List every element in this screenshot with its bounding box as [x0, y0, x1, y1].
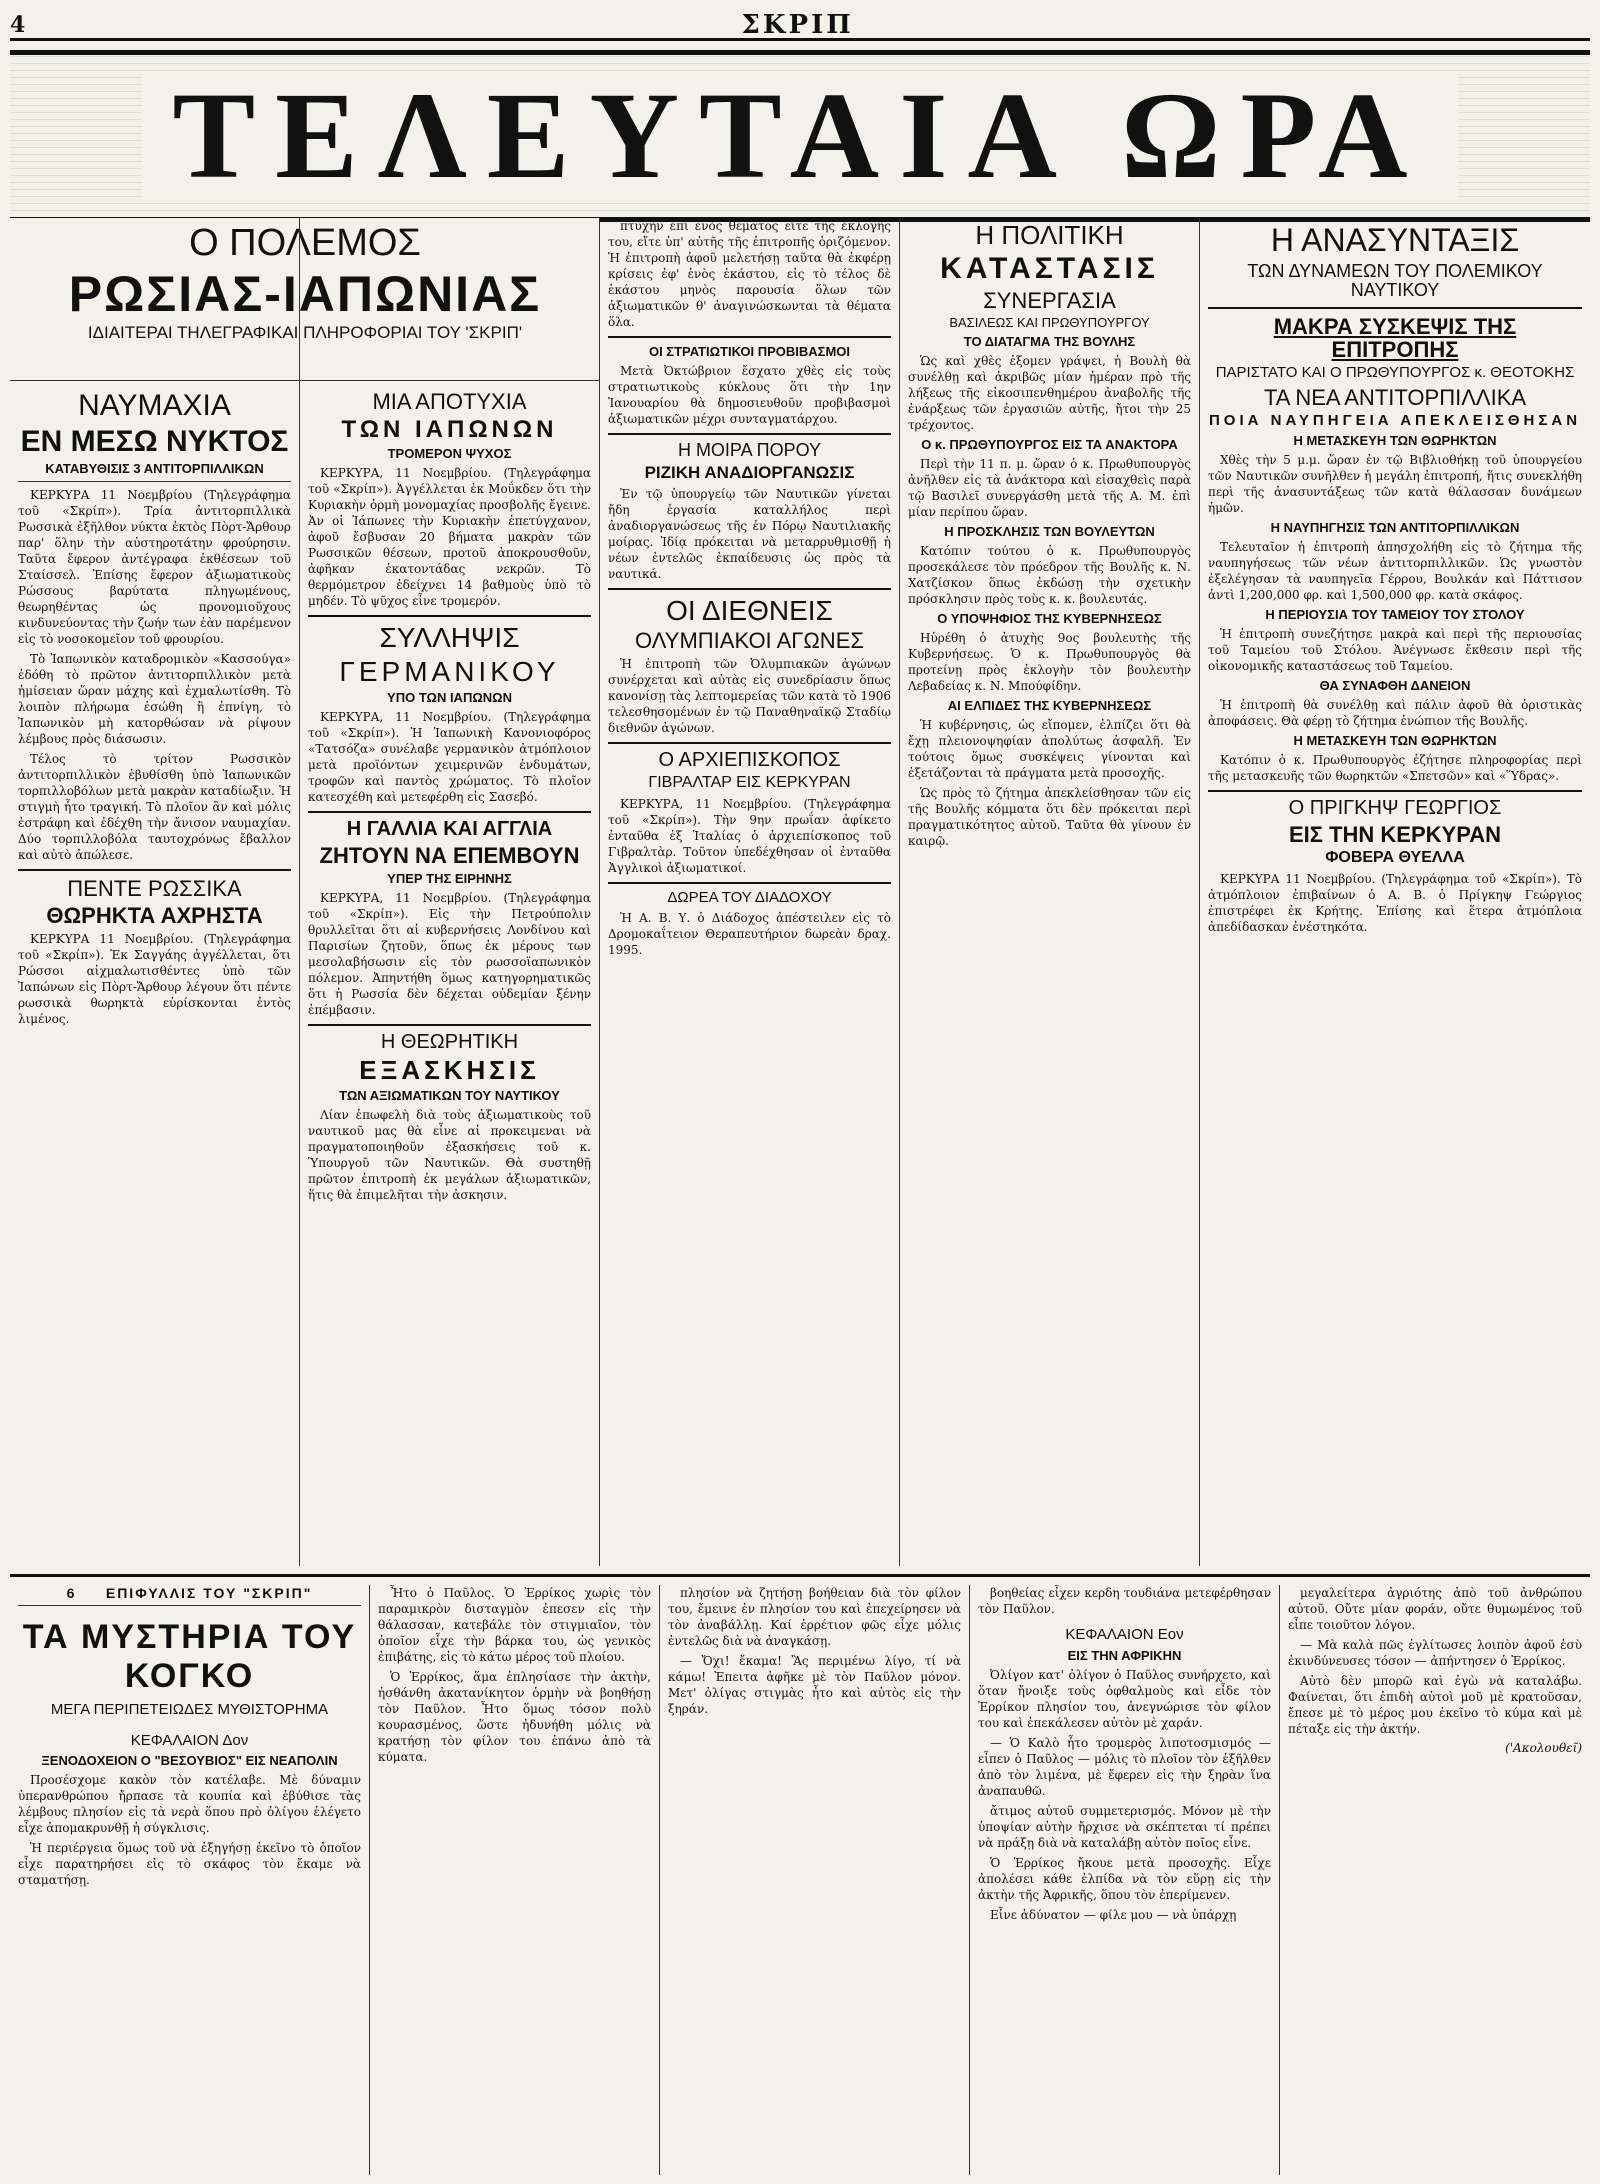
politics-subtitle-4: ΤΟ ΔΙΑΤΑΓΜΑ ΤΗΣ ΒΟΥΛΗΣ — [963, 334, 1136, 350]
theory-title: Η ΘΕΩΡΗΤΙΚΗ — [380, 1031, 519, 1054]
war-tagline: ΙΔΙΑΙΤΕΡΑΙ ΤΗΛΕΓΡΑΦΙΚΑΙ ΠΛΗΡΟΦΟΡΙΑΙ ΤΟΥ 'ΣΚΡΙΠ' — [87, 323, 523, 343]
serial-paragraph-14: — Μὰ καλὰ πῶς ἐγλίτωσες λοιπὸν ἀφοῦ ἐσὺ ἐκινδύνευσες τόσον — ἀπήντησεν ὁ Ἐρρίκος. — [1288, 1638, 1582, 1668]
france-paragraph: ΚΕΡΚΥΡΑ, 11 Νοεμβρίου. (Τηλεγράφημα τοῦ «Σκρίπ»). Εἰς τὴν Πετρούπολιν θρυλλεῖται ὅτι αἱ κυβερνήσεις Λονδίνου καὶ Παρισίων ζητοῦν, ὅπως ἐκ μέρους των μεσολαβήσωσιν εἰς τὸν ρωσσοϊαπωνικὸν πόλεμον. Ἀπηντήθη ὅμως κατηγορηματικῶς ὅτι ἡ Ρωσσία δὲν δέχεται οὐδεμίαν ξένην ἐπέμβασιν. — [308, 891, 591, 1018]
serial-paragraph-1: Προσέσχομε κακὸν τὸν κατέλαβε. Μὲ δύναμιν ὑπερανθρώπου ἤρπασε τὰ κουπία καὶ ἐβύθισε τὰς λέμβους πλησίον εἰς τὰ νερὰ ὅπου πρὸ ὀλίγου ἐλέγετο εἶχε ἀπομακρυνθῇ ἡ σύγκλισις. — [18, 1773, 361, 1835]
france-title: Η ΓΑΛΛΙΑ ΚΑΙ ΑΓΓΛΙΑ — [346, 818, 553, 841]
archbishop-paragraph: ΚΕΡΚΥΡΑ, 11 Νοεμβρίου. (Τηλεγράφημα τοῦ «Σκρίπ»). Τὴν 9ην πρωΐαν ἀφίκετο ἐνταῦθα ἐξ Ἰταλίας ὁ ἀρχιεπίσκοπος τοῦ Γιβραλτὰρ. Τοῦτον ὑπεδέχθησαν οἱ ἐνταῦθα Ἀγγλικοὶ ἀξιωματικοί. — [608, 797, 891, 876]
serial-paragraph-12: Εἶνε ἀδύνατον — φίλε μου — νὰ ὑπάρχῃ — [990, 1907, 1237, 1922]
fleet-fund-title: Η ΠΕΡΙΟΥΣΙΑ ΤΟΥ ΤΑΜΕΙΟΥ ΤΟΥ ΣΤΟΛΟΥ — [1265, 606, 1525, 622]
serial-chapter-2-subtitle: ΕΙΣ ΤΗΝ ΑΦΡΙΚΗΝ — [1067, 1647, 1182, 1663]
naval-paragraph-1: ΚΕΡΚΥΡΑ 11 Νοεμβρίου (Τηλεγράφημα τοῦ «Σκρίπ»). Τρία ἀντιτορπιλλικὰ Ρωσσικὰ ἐξῆλθον νύκτα ἐκτὸς Πὸρτ-Ἄρθουρ παρ' ὅλην τὴν αὐστηροτάτην φρούρησιν. Ταῦτα ἔφερον ἀντέγραφα ἐκθέσεων τοῦ Σταίσσελ. Ἐπίσης ἔφερον ἀξιωματικοὺς Ρώσσους βαρύτατα πληγωμένους, θεωρηθέντας ὡς προνομιοῦχους κινδυνεύοντας τὴν ζωήν των ἐὰν παρέμενον εἰς τὸ νοσοκομεῖον τοῦ φρουρίου. — [18, 488, 291, 646]
serial-paragraph-15: Αὐτὸ δὲν μπορῶ καὶ ἐγὼ νὰ καταλάβω. Φαίνεται, ὅτι ἐπιδὴ αὐτοὶ μοῦ μὲ κρατοῦσαν, ἔπεσε μὲ τὸ μέρος μου ἐκεῖνο τὸ κύμα καὶ μὲ πέταξε εἰς τὴν ἀκτήν. — [1288, 1674, 1582, 1736]
candidate-paragraph: Ηὑρέθη ὁ ἀτυχὴς 9ος βουλευτὴς τῆς Κυβερνήσεως. Ὁ κ. Πρωθυπουργὸς θὰ προτείνῃ πρὸς ἐκλογὴν τὸν βουλευτὴν Λεβαδείας κ. Ν. Μπούφίδην. — [908, 631, 1191, 694]
navy-title: Η ΑΝΑΣΥΝΤΑΞΙΣ — [1270, 222, 1520, 258]
serial-column-4 — [970, 1585, 1280, 2175]
serial-paragraph-7: βοηθείας εἶχεν κερδη τουδιάνα μετεφέρθησαν τὸν Παῦλον. — [978, 1586, 1271, 1616]
naval-paragraph-3: Τέλος τὸ τρίτον Ρωσσικὸν ἀντιτορπιλλικὸν ἐβυθίσθη ὑπὸ Ἰαπωνικῶν τορπιλλοβόλων μετὰ μακρὰν καταδίωξιν. Ἡ στιγμὴ ἦτο τραγική. Τὸ πλοῖον ἂν καὶ μόλις ἐστράφη καὶ ἐδέχθη τὴν ἄνισον ναυμαχίαν. Δύο τορπιλλοβόλα ταυτοχρόνως ἔβαλλον καὶ αὐτὸ ἀπώλεσε. — [18, 752, 291, 862]
serial-paragraph-6: — Ὄχι! ἔκαμα! Ἂς περιμένω λίγο, τί νὰ κάμω! Ἐπειτα ἀφῆκε μὲ τὸν Παῦλον μόνον. Μετ' ὀλίγας στιγμὰς ἦτο καὶ αὐτὸς εἰς τὴν ξηράν. — [668, 1654, 961, 1716]
military-promotions-title: ΟΙ ΣΤΡΑΤΙΩΤΙΚΟΙ ΠΡΟΒΙΒΑΣΜΟΙ — [648, 344, 851, 359]
failure-subtitle-2: ΤΡΟΜΕΡΟΝ ΨΥΧΟΣ — [387, 446, 512, 462]
column-4 — [900, 218, 1200, 1566]
five-title: ΠΕΝΤΕ ΡΩΣΣΙΚΑ — [67, 876, 242, 901]
navy-subtitle: ΤΩΝ ΔΥΝΑΜΕΩΝ ΤΟΥ ΠΟΛΕΜΙΚΟΥ ΝΑΥΤΙΚΟΥ — [1247, 260, 1543, 301]
column-2 — [300, 218, 600, 1566]
politics-subtitle-2: ΣΥΝΕΡΓΑΣΙΑ — [983, 287, 1116, 313]
naval-paragraph-2: Τὸ Ἰαπωνικὸν καταδρομικὸν «Κασσούγα» ἐδόθη τὸ πρῶτον ἀντιτορπιλλικὸν μετὰ ἡμίσειαν ὥραν μάχης καὶ ἐχμαλωτίσθη. Τὸ λοιπὸν πλήρωμα ἐσώθη ἢ ἐπνίγη, τὸ Ἰαπωνικὸν μὴ κατορθώσαν νὰ ρίψουν λέμβους πρὸς διάσωσιν. — [18, 652, 291, 746]
politics-subtitle-3: ΒΑΣΙΛΕΩΣ ΚΑΙ ΠΡΩΘΥΠΟΥΡΓΟΥ — [949, 314, 1150, 330]
naval-title: ΝΑΥΜΑΧΙΑ — [78, 389, 231, 422]
politics-paragraph-1: Ὡς καὶ χθὲς ἐξομεν γράψει, ἡ Βουλὴ θὰ συνέλθῃ καὶ ἀκριβῶς μίαν ἡμέραν πρὸ τῆς λήξεως τῆς εἰκοσιπενθημέρου ἀναβολῆς τῆς ἐνάρξεως τῶν ἐργασιῶν αὐτῆς, ἤτοι τὴν 25 τρέχοντος. — [908, 354, 1191, 433]
failure-subtitle: ΤΩΝ ΙΑΠΩΝΩΝ — [341, 416, 558, 444]
navy-paragraph-1: Χθὲς τὴν 5 μ.μ. ὥραν ἐν τῷ Βιβλιοθήκῃ τοῦ ὑπουργείου τῶν Ναυτικῶν συνῆλθεν ἡ μεγάλη ἐπιτροπή, ἥτις συνεκλήθη περὶ τῆς ἀνασυντάξεως τῶν κατὰ θάλασσαν δυνάμεων ἡμῶν. — [1208, 452, 1582, 515]
navy-subtitle-2: ΜΑΚΡΑ ΣΥΣΚΕΨΙΣ ΤΗΣ ΕΠΙΤΡΟΠΗΣ — [1273, 314, 1517, 363]
france-subtitle: ΖΗΤΟΥΝ ΝΑ ΕΠΕΜΒΟΥΝ — [319, 843, 580, 869]
serial-column-5 — [1280, 1585, 1590, 2175]
serial-column-2 — [370, 1585, 660, 2175]
serial-paragraph-2: Ἡ περιέργεια ὅμως τοῦ νὰ ἐξηγήσῃ ἐκεῖνο τὸ ὁποῖον εἶχε παρατηρήσει εἰς τὸ σκάφος τὸν ἔκαμε νὰ σταματήσῃ. — [18, 1841, 361, 1887]
naval-subtitle-2: ΚΑΤΑΒΥΘΙΣΙΣ 3 ΑΝΤΙΤΟΡΠΙΛΛΙΚΩΝ — [45, 461, 264, 476]
politics-title: Η ΠΟΛΙΤΙΚΗ — [975, 220, 1124, 250]
fleet-fund-paragraph: Ἡ ἐπιτροπὴ συνεζήτησε μακρὰ καὶ περὶ τῆς περιουσίας τοῦ Ταμείου τοῦ Στόλου. Ἀνέγνωσε ἔκθεσιν περὶ τῆς οἰκονομικῆς καταστάσεως τοῦ Ταμείου. — [1208, 626, 1582, 673]
serial-paragraph-10: ἄτιμος αὐτοῦ συμμετερισμός. Μόνον μὲ τὴν ὑποψίαν αὐτὴν ἤρχισε νὰ σκέπτεται τί πρέπει νὰ πράξῃ διὰ νὰ καταλάβῃ αὐτὸν ποῖος εἶνε. — [978, 1803, 1271, 1850]
failure-title: ΜΙΑ ΑΠΟΤΥΧΙΑ — [372, 389, 527, 414]
france-subtitle-2: ΥΠΕΡ ΤΗΣ ΕΙΡΗΝΗΣ — [387, 871, 512, 887]
main-columns — [10, 218, 1590, 1566]
serial-chapter: ΚΕΦΑΛΑΙΟΝ Δον — [130, 1731, 249, 1749]
serial-continued: ('Ακολουθεῖ) — [1505, 1741, 1582, 1755]
gift-title: ΔΩΡΕΑ ΤΟΥ ΔΙΑΔΟΧΟΥ — [667, 889, 832, 907]
theory-subtitle: ΕΞΑΣΚΗΣΙΣ — [359, 1055, 540, 1086]
refit-title: Η ΜΕΤΑΣΚΕΥΗ ΤΩΝ ΘΩΡΗΚΤΩΝ — [1293, 732, 1497, 748]
olympics-subtitle: ΟΛΥΜΠΙΑΚΟΙ ΑΓΩΝΕΣ — [635, 628, 864, 654]
navy-subtitle-3: ΠΑΡΙΣΤΑΤΟ ΚΑΙ Ο ΠΡΩΘΥΠΟΥΡΓΟΣ κ. ΘΕΟΤΟΚΗΣ — [1215, 364, 1575, 382]
war-title: Ο ΠΟΛΕΜΟΣ — [189, 222, 421, 264]
serial-chapter-subtitle: ΞΕΝΟΔΟΧΕΙΟΝ Ο "ΒΕΣΟΥΒΙΟΣ" ΕΙΣ ΝΕΑΠΟΛΙΝ — [41, 1753, 338, 1768]
archbishop-title: Ο ΑΡΧΙΕΠΙΣΚΟΠΟΣ — [658, 749, 841, 772]
navy-subtitle-6: Η ΜΕΤΑΣΚΕΥΗ ΤΩΝ ΘΩΡΗΚΤΩΝ — [1293, 432, 1497, 448]
navy-subtitle-4: ΤΑ ΝΕΑ ΑΝΤΙΤΟΡΠΙΛΛΙΚΑ — [1263, 384, 1527, 410]
serial-column-3 — [660, 1585, 970, 2175]
serial-paragraph-8: Ὀλίγον κατ' ὀλίγον ὁ Παῦλος συνήρχετο, καὶ ὅταν ἤνοιξε τοὺς ὀφθαλμοὺς καὶ εἶδε τὸν Ἐρρίκον πλησίον του, ἀνεγνώρισε τὸν φίλον του καὶ ἐπεκάλεσεν αὐτὸν μὲ χαράν. — [978, 1667, 1271, 1730]
war-subtitle: ΡΩΣΙΑΣ-ΙΑΠΩΝΙΑΣ — [68, 265, 542, 322]
loan-paragraph: Ἡ ἐπιτροπὴ θὰ συνέλθῃ καὶ πάλιν ἀφοῦ θὰ ὁριστικὰς ἀποφάσεις. Θὰ φέρῃ τὸ ζήτημα ἐνώπιον τῆς Βουλῆς. — [1208, 697, 1582, 728]
serial-paragraph-13: μεγαλείτερα ἀγριότης ἀπὸ τοῦ ἀνθρώπου αὐτοῦ. Οὔτε μίαν φοράν, οὔτε θυμωμένος τοῦ εἶπε τοιοῦτον λόγον. — [1288, 1586, 1582, 1632]
hopes-paragraph: Ἡ κυβέρνησις, ὡς εἴπομεν, ἐλπίζει ὅτι θὰ ἔχῃ πλειονοψηφίαν ἀπολύτως ἀσφαλῆ. Ἐν τούτοις ὅμως συσκέψεις γίνονται καὶ ἐξετάζονται τὰ πράγματα μετὰ προσοχῆς. — [908, 718, 1191, 781]
serial-paragraph-9: — Ὁ Καλὸ ἦτο τρομερὸς λιποτοσμισμός — εἶπεν ὁ Παῦλος — μόλις τὸ πλοῖον τὸν ἐξῆλθεν ἀπὸ τὸν λιμένα, μὲ ἔφερεν εἰς τὴν ξηρὰν ἵνα ἀναπαυθῶ. — [978, 1735, 1271, 1798]
serial-title: ΤΑ ΜΥΣΤΗΡΙΑ ΤΟΥ ΚΟΓΚΟ — [22, 1618, 357, 1695]
serial-paragraph-11: Ὁ Ἐρρίκος ἤκουε μετὰ προσοχῆς. Εἶχε ἀπολέσει κάθε ἐλπίδα νὰ τὸν εὕρῃ εἰς τὴν ἀκτὴν τῆς Ἀφρικῆς, ὅπου τὸν ἐπερίμενεν. — [978, 1855, 1271, 1902]
serial-subtitle: ΜΕΓΑ ΠΕΡΙΠΕΤΕΙΩΔΕΣ ΜΥΘΙΣΤΟΡΗΜΑ — [50, 1701, 329, 1718]
prince-paragraph: ΚΕΡΚΥΡΑ 11 Νοεμβρίου. (Τηλεγράφημα τοῦ «Σκρίπ»). Τὸ ἀτμόπλοιον ἐπιβαίνων ὁ Α. Β. ὁ Πρίγκηψ Γεώργιος ἐπιστρέφει ἐκ Κρήτης. Ἐπίσης καὶ ἕτερα ἀτμόπλοια ἀπεδίδασκαν ἐνέστηκότα. — [1208, 871, 1582, 934]
serial-paragraph-3: Ἦτο ὁ Παῦλος. Ὁ Ἐρρίκος χωρὶς τὸν παραμικρὸν δισταγμὸν ἐπεσεν εἰς τὴν θάλασσαν, κατεβάλε τὸν στιγμιαῖον, τὸν ὁποῖον εἶχε τὴν βάρκα του, ὡς γενικὸς ἐπιβάτης, εἰς τὸ κάτω μέρος τοῦ πλοίου. — [378, 1586, 651, 1664]
serial-section — [10, 1574, 1590, 2177]
serial-header — [18, 1585, 361, 1606]
serial-column-1 — [10, 1585, 370, 2175]
poros-paragraph: Ἐν τῷ ὑπουργείῳ τῶν Ναυτικῶν γίνεται ἤδη ἐργασία καταλλήλος περὶ ἀναδιοργανώσεως τῆς ἐν Πόρῳ Ναυτιλιακῆς μοίρας. Ἰδίᾳ πρόκειται νὰ μεταρρυθμισθῇ ἡ νέων ἐντελῶς ἐκπαίδευσις ὡς πρὸς τὰ ναυτικά. — [608, 486, 891, 581]
prince-subtitle: ΕΙΣ ΤΗΝ ΚΕΡΚΥΡΑΝ — [1288, 821, 1502, 847]
refit-paragraph: Κατόπιν ὁ κ. Πρωθυπουργὸς ἐζήτησε πληροφορίας περὶ τῆς μετασκευῆς τῶν θωρηκτῶν «Σπετσῶν» καὶ «Ὕδρας». — [1208, 752, 1582, 783]
arrest-subtitle: ΓΕΡΜΑΝΙΚΟΥ — [339, 655, 560, 687]
shipbuilding-paragraph: Τελευταῖον ἡ ἐπιτροπὴ ἀπησχολήθη εἰς τὸ ζήτημα τῆς ναυπηγήσεως τῶν νέων ἀντιτορπιλλικῶν. Ὡς γνωστὸν ἐξελέγησαν τὰ ναυπηγεῖα Γέρρου, Βουλκάν καὶ Πάττισον ἀντὶ 1,200,000 φρ. καὶ 1,500,000 φρ. κατὰ σκάφος. — [1208, 539, 1582, 602]
politics-paragraph-end: Ὡς πρὸς τὸ ζήτημα ἀπεκλείσθησαν τῶν εἰς τῆς Βουλῆς κόμματα ὅτι δὲν πρόκειται περὶ πραγματικότητος αὐτοῦ. Ταῦτα θὰ γίνουν ἐν καιρῷ. — [908, 786, 1191, 849]
invite-paragraph: Κατόπιν τούτου ὁ κ. Πρωθυπουργὸς προσεκάλεσε τὸν πρόεδρον τῆς Βουλῆς κ. Ν. Χατζίσκον ὅπως ἐκδώσῃ τὴν σχετικὴν πρόσκλησιν πρὸς τοὺς κ. κ. βουλευτάς. — [908, 544, 1191, 607]
invite-title: Η ΠΡΟΣΚΛΗΣΙΣ ΤΩΝ ΒΟΥΛΕΥΤΩΝ — [944, 524, 1155, 540]
prince-subtitle-2: ΦΟΒΕΡΑ ΘΥΕΛΛΑ — [1325, 848, 1465, 866]
theory-subtitle-2: ΤΩΝ ΑΞΙΩΜΑΤΙΚΩΝ ΤΟΥ ΝΑΥΤΙΚΟΥ — [339, 1088, 560, 1104]
banner-title: ΤΕΛΕΥΤΑΙΑ ΩΡΑ — [142, 74, 1457, 198]
banner — [10, 50, 1590, 222]
prince-title: Ο ΠΡΙΓΚΗΨ ΓΕΩΡΓΙΟΣ — [1288, 796, 1502, 819]
column-1 — [10, 218, 300, 1566]
naval-subtitle: ΕΝ ΜΕΣΩ ΝΥΚΤΟΣ — [20, 424, 289, 458]
serial-chapter-2: ΚΕΦΑΛΑΙΟΝ Εον — [1065, 1626, 1184, 1643]
military-promotions-paragraph: Μετὰ Ὀκτώβριον ἔσχατο χθὲς εἰς τοὺς στρατιωτικοὺς κύκλους ὅτι τὴν 1ην Ἰανουαρίου θὰ δημοσιευθοῦν προβιβασμοὶ ἀξιωματικῶν μέχρι συνταγματάρχου. — [608, 364, 891, 426]
serial-header-label: ΕΠΙΦΥΛΛΙΣ ΤΟΥ "ΣΚΡΙΠ" — [105, 1585, 313, 1601]
masthead: ΣΚΡΙΠ — [741, 10, 854, 40]
top-line — [10, 12, 1590, 41]
gift-paragraph: Ἡ Α. Β. Υ. ὁ Διάδοχος ἀπέστειλεν εἰς τὸ Δρομοκαΐτειον Θεραπευτήριον δωρεὰν δραχ. 1995. — [608, 910, 891, 957]
serial-number: 6 — [66, 1585, 77, 1601]
loan-title: ΘΑ ΣΥΝΑΦΘΗ ΔΑΝΕΙΟΝ — [1319, 677, 1471, 693]
candidate-title: Ο ΥΠΟΨΗΦΙΟΣ ΤΗΣ ΚΥΒΕΡΝΗΣΕΩΣ — [937, 611, 1162, 627]
five-paragraph: ΚΕΡΚΥΡΑ 11 Νοεμβρίου. (Τηλεγράφημα τοῦ «Σκρίπ»). Ἐκ Σαγγάης ἀγγέλλεται, ὅτι Ρώσσοι αἰχμαλωτισθέντες ὑπὸ τῶν Ἰαπώνων εἰς Πὸρτ-Ἄρθουρ λέγουν ὅτι πέντε ρωσσικὰ θωρηκτὰ εὑρίσκονται ἐντὸς λιμένος. — [18, 932, 291, 1027]
politics-subtitle: ΚΑΤΑΣΤΑΣΙΣ — [940, 252, 1159, 286]
page-number: 4 — [10, 12, 26, 38]
arrest-title: ΣΥΛΛΗΨΙΣ — [379, 622, 520, 654]
serial-paragraph-5: πλησίον νὰ ζητήσῃ βοήθειαν διὰ τὸν φίλον του, ἔμεινε ἐν πλησίον του καὶ ἐπεχείρησεν νὰ τὸν ἀναβάλλῃ. Καί ἐρρέτιον φῶς εἶχε μόλις ἐντελῶς διὰ νὰ ἀναγκάσῃ. — [668, 1586, 961, 1648]
hopes-title: ΑΙ ΕΛΠΙΔΕΣ ΤΗΣ ΚΥΒΕΡΝΗΣΕΩΣ — [947, 698, 1152, 714]
five-subtitle: ΘΩΡΗΚΤΑ ΑΧΡΗΣΤΑ — [46, 903, 263, 929]
theory-paragraph: Λίαν ἐπωφελὴ διὰ τοὺς ἀξιωματικοὺς τοῦ ναυτικοῦ μας θὰ εἶνε αἱ προκειμεναι νὰ πραγματοποιηθοῦν ἐξασκήσεις τοῦ κ. Ὑπουργοῦ τῶν Ναυτικῶν. Θὰ συστηθῇ πρῶτον ἐπιτροπὴ ἐκ μεγάλων ἀξιωματικῶν, ἥτις θὰ ἐπιμελῆται τὴν ἀσκησιν. — [308, 1108, 591, 1203]
navy-subtitle-5: ΠΟΙΑ ΝΑΥΠΗΓΕΙΑ ΑΠΕΚΛΕΙΣΘΗΣΑΝ — [1208, 411, 1582, 429]
poros-title: Η ΜΟΙΡΑ ΠΟΡΟΥ — [677, 440, 822, 460]
arrest-paragraph: ΚΕΡΚΥΡΑ, 11 Νοεμβρίου. (Τηλεγράφημα τοῦ «Σκρίπ»). Ἡ Ἰαπωνικὴ Κανονιοφόρος «Τατσόζα» συνέλαβε γερμανικὸν ἀτμόπλοιον μετὰ προϊόντων χειμερινῶν ἐνδυμάτων, τροφῶν καὶ παντὸς χρώματος. Τὸ πλοῖον κατεσχέθη καὶ μετεφέρθη εἰς Σασεβό. — [308, 710, 591, 805]
palace-paragraph: Περὶ τὴν 11 π. μ. ὥραν ὁ κ. Πρωθυπουργὸς ἀνῆλθεν εἰς τὰ ἀνάκτορα καὶ εἰσαχθεὶς παρὰ τῷ Βασιλεῖ συνεργάσθη μετὰ τῆς Α. Μ. ἐπὶ μίαν περίπου ὥραν. — [908, 457, 1191, 520]
olympics-paragraph: Ἡ ἐπιτροπὴ τῶν Ὀλυμπιακῶν ἀγώνων συνέρχεται καὶ αὐτὰς εἰς συνεδρίασιν ὅπως κανονίσῃ τὰς λεπτομερείας τῶν κατὰ τὸ 1906 τελεσθησομένων ἐν τῷ Παναθηναϊκῷ Σταδίῳ διεθνῶν ἀγώνων. — [608, 657, 891, 736]
committee-paragraph: πτυχὴν ἐπὶ ἑνὸς θέματος εἴτε τῆς ἐκλογῆς του, εἴτε ὑπ' αὐτῆς τῆς ἐπιτροπῆς ὁριζόμενον. Ἡ ἐπιτροπὴ ἀφοῦ μελετήσῃ ταῦτα θὰ ἐκφέρῃ κρίσεις ἐφ' ἑνὸς ἑκάστου, εἰς τὸ τέλος δὲ ἑκάστου μηνὸς παρουσία ὅλων τῶν ἀξιωματικῶν θ' ἀναγινώσκωνται τὰ θέματα ὅλα. — [608, 219, 891, 329]
olympics-title: ΟΙ ΔΙΕΘΝΕΙΣ — [666, 594, 833, 626]
shipbuilding-title: Η ΝΑΥΠΗΓΗΣΙΣ ΤΩΝ ΑΝΤΙΤΟΡΠΙΛΛΙΚΩΝ — [1270, 519, 1520, 535]
column-3 — [600, 218, 900, 1566]
poros-subtitle: ΡΙΖΙΚΗ ΑΝΑΔΙΟΡΓΑΝΩΣΙΣ — [644, 462, 855, 482]
arrest-subtitle-2: ΥΠΟ ΤΩΝ ΙΑΠΩΝΩΝ — [387, 690, 512, 706]
archbishop-subtitle: ΓΙΒΡΑΛΤΑΡ ΕΙΣ ΚΕΡΚΥΡΑΝ — [648, 774, 851, 792]
failure-paragraph: ΚΕΡΚΥΡΑ, 11 Νοεμβρίου. (Τηλεγράφημα τοῦ «Σκρίπ»). Ἀγγέλλεται ἐκ Μοΰκδεν ὅτι τὴν Κυριακὴν ὀρμὴ μονομαχίας προσβολῆς ἔγεινε. Ἀν οἱ Ἰάπωνες τὴν Κυριακὴν ἐπετύγχανον, ἀφοῦ ἔσβυσαν 20 βήματα μακρὰν τῶν Ρωσσικῶν θέσεων, προτοῦ ἀποκρουσθοῦν, ἀφῆκαν ἑκατοντάδας νεκρῶν. Τὸ θερμόμετρον ἐδείχνει 14 βαθμοὺς ὑπὸ τὸ μηδέν. Τὸ ψῦχος εἶνε τρομερόν. — [308, 466, 591, 609]
column-5 — [1200, 218, 1590, 1566]
palace-title: Ο κ. ΠΡΩΘΥΠΟΥΡΓΟΣ ΕΙΣ ΤΑ ΑΝΑΚΤΟΡΑ — [921, 437, 1178, 453]
serial-paragraph-4: Ὁ Ἐρρίκος, ἅμα ἐπλησίασε τὴν ἀκτὴν, ἠσθάνθη ἀκατανίκητον ὁρμὴν νὰ βοηθήσῃ τὸν Παῦλον. Ἦτο ὅμως τόσον πολὺ κουρασμένος, ὥστε ἠδυνήθη μόλις νὰ κρατήσῃ τὸν φίλον του ἐπάνω ἀπὸ τὰ κύματα. — [378, 1670, 651, 1764]
